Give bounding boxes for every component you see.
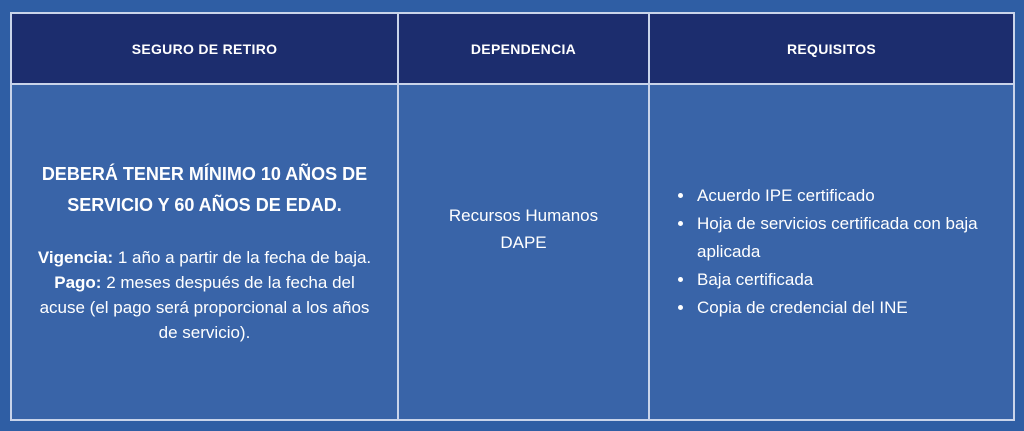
dependencia-cell [397,83,648,419]
pago-text: 2 meses después de la fecha del acuse (el pago será proporcional a los años de servicio). [39,273,370,342]
pago-detail [30,270,379,345]
dependencia-line-1: Recursos Humanos [448,206,599,225]
header-dependencia: DEPENDENCIA [397,14,648,83]
requisito-item: • Hoja de servicios certificada con baja aplicada [695,210,997,266]
seguro-de-retiro-cell [12,83,397,419]
vigencia-text: 1 año a partir de la fecha de baja. [117,248,372,267]
requisito-item: • Copia de credencial del INE [695,294,997,322]
requirement-title: DEBERÁ TENER MÍNIMO 10 AÑOS DE SERVICIO Y 60 AÑOS DE EDAD. [41,164,368,215]
vigencia-detail [38,245,371,270]
vigencia-label: Vigencia: [37,248,114,267]
requisitos-cell [648,83,1013,419]
retirement-insurance-table [10,12,1015,421]
requisitos-list [677,182,997,322]
header-requisitos: REQUISITOS [648,14,1013,83]
header-seguro-de-retiro: SEGURO DE RETIRO [12,14,397,83]
pago-label: Pago: [54,273,102,292]
requisito-item: • Acuerdo IPE certificado [695,182,997,210]
requisito-item: • Baja certificada [695,266,997,294]
dependencia-line-2: DAPE [500,233,547,252]
